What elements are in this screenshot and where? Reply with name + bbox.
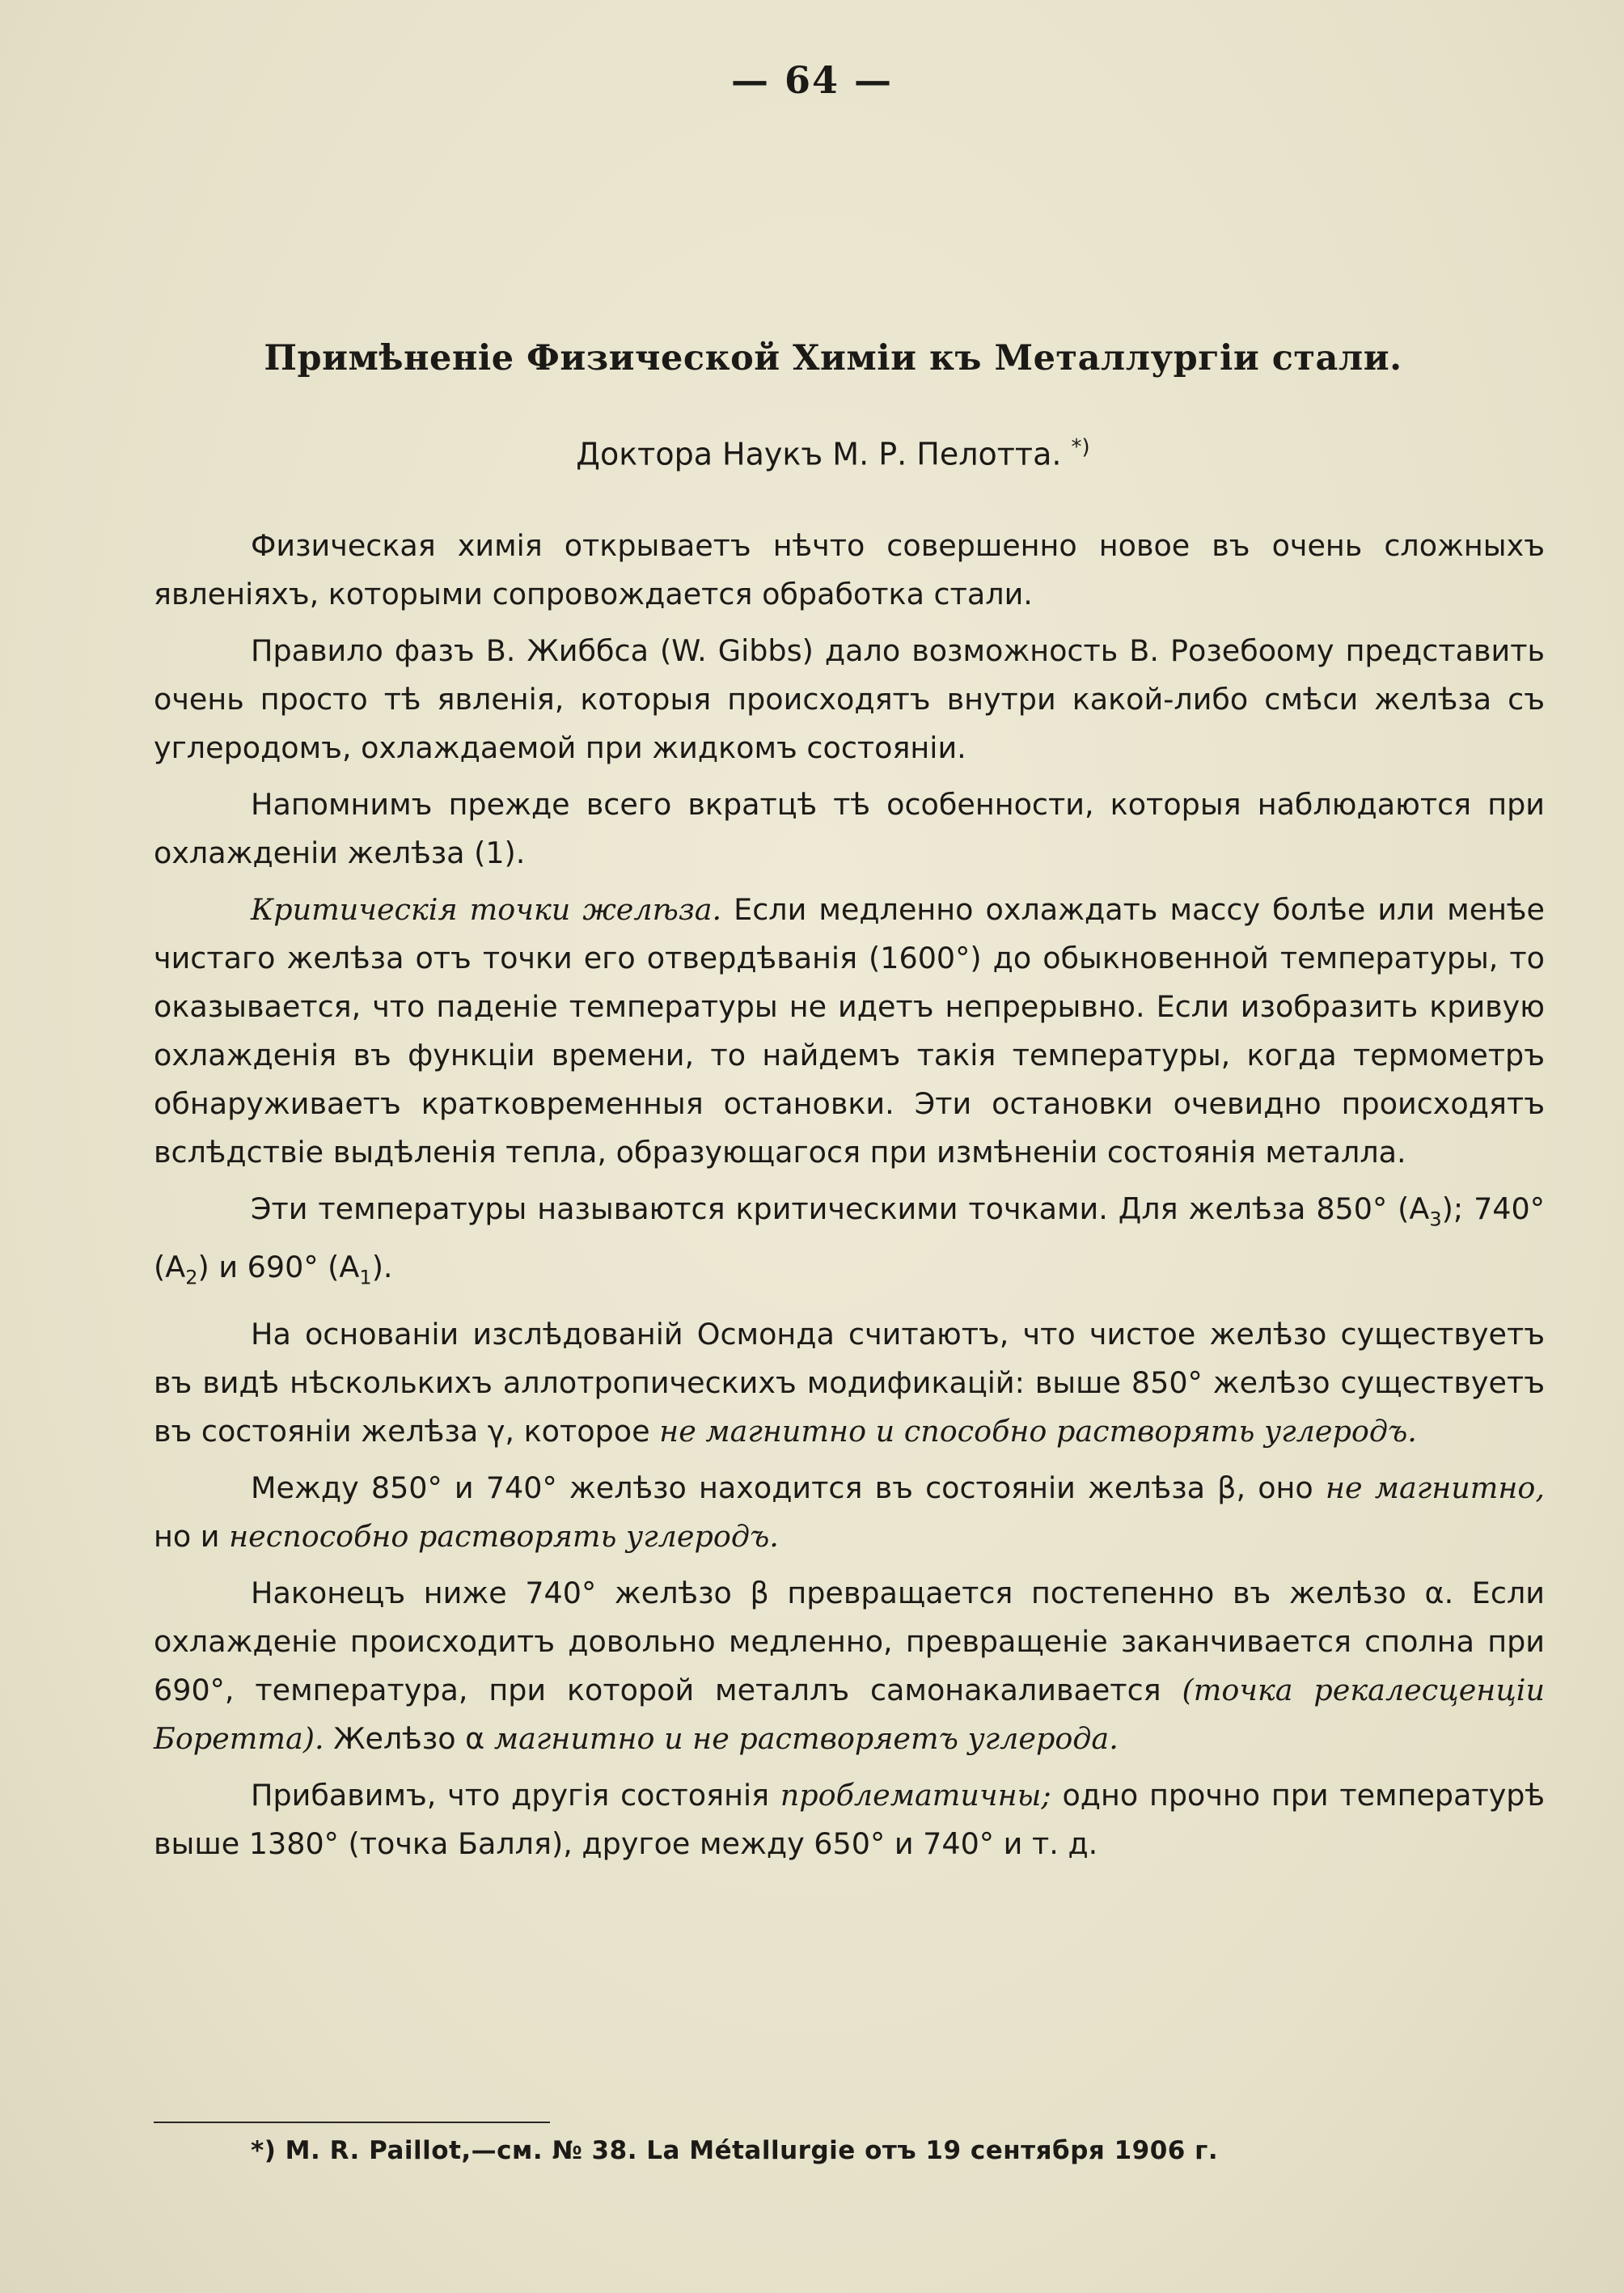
paragraph-7 xyxy=(154,1464,1545,1561)
paragraph-8 xyxy=(154,1569,1545,1763)
subscript-2: 2 xyxy=(185,1266,198,1289)
paragraph-8-text-a: Наконецъ ниже 740° желѣзо β превращается постепенно въ желѣзо α. Если охлажденіе происходитъ довольно медленно, превращеніе заканчивается сполна при 690°, температура, при которой металлъ самонакаливается xyxy=(154,1575,1545,1707)
page-number: — 64 — xyxy=(730,58,894,102)
paragraph-5 xyxy=(154,1185,1545,1302)
footnote: *) M. R. Paillot,—см. № 38. La Métallurgie отъ 19 сентября 1906 г. xyxy=(251,2136,1219,2165)
paragraph-2: Правило фазъ В. Жиббса (W. Gibbs) дало возможность В. Розебоому представить очень просто тѣ явленія, которыя происходятъ внутри какой-либо смѣси желѣза съ углеродомъ, охлаждаемой при жидкомъ состояніи. xyxy=(154,633,1545,765)
subscript-3: 3 xyxy=(1429,1208,1442,1231)
paragraph-4-text: Если медленно охлаждать массу болѣе или менѣе чистаго желѣза отъ точки его отвердѣванія (1600°) до обыкновенной температуры, то оказывается, что паденіе температуры не идетъ непрерывно. Если изобразить кривую охлажденія въ функціи времени, то найдемъ такія температуры, когда термометръ обнаруживаетъ кратковременныя остановки. Эти остановки очевидно происходятъ вслѣдствіе выдѣленія тепла, образующагося при измѣненіи состоянія металла. xyxy=(154,892,1545,1170)
paragraph-6 xyxy=(154,1310,1545,1456)
paragraph-9-text-b: одно прочно при температурѣ выше 1380° (точка Балля), другое между 650° и 740° и т. д. xyxy=(154,1777,1545,1861)
article-title: Примѣненіе Физической Химіи къ Металлургіи стали. xyxy=(264,338,1402,379)
paragraph-4 xyxy=(154,886,1545,1177)
paragraph-9-italic: проблематичны; xyxy=(780,1777,1051,1813)
paragraph-7-italic-1: не магнитно, xyxy=(1325,1470,1545,1505)
paragraph-3: Напомнимъ прежде всего вкратцѣ тѣ особенности, которыя наблюдаются при охлажденіи желѣза (1). xyxy=(154,787,1545,870)
paragraph-9 xyxy=(154,1771,1545,1868)
paragraph-8-italic-1: (точка рекалесценціи Боретта). xyxy=(154,1672,1545,1756)
paragraph-8-text-b: Желѣзо α xyxy=(324,1720,494,1756)
paragraph-7-italic-2: неспособно растворять углеродъ. xyxy=(229,1518,779,1554)
paragraph-7-text-b: но и xyxy=(154,1518,230,1554)
paragraph-5-text-b: ); 740° (A xyxy=(154,1191,1545,1285)
subscript-1: 1 xyxy=(359,1266,372,1289)
footnote-divider xyxy=(154,2122,550,2123)
article-body xyxy=(154,522,1545,1876)
author-name: Доктора Наукъ М. Р. Пелотта. xyxy=(576,436,1062,472)
paragraph-6-text: На основаніи изслѣдованій Осмонда считаютъ, что чистое желѣзо существуетъ въ видѣ нѣсколькихъ аллотропическихъ модификацій: выше 850° желѣзо существуетъ въ состояніи желѣза γ, которое xyxy=(154,1316,1545,1449)
paragraph-5-text-d: ). xyxy=(371,1250,393,1285)
paragraph-7-text-a: Между 850° и 740° желѣзо находится въ состояніи желѣза β, оно xyxy=(251,1470,1326,1505)
paragraph-1: Физическая химія открываетъ нѣчто совершенно новое въ очень сложныхъ явленіяхъ, которыми сопровождается обработка стали. xyxy=(154,528,1545,611)
paragraph-5-text-a: Эти температуры называются критическими точками. Для желѣза 850° (A xyxy=(251,1191,1430,1226)
paragraph-6-italic: не магнитно и способно растворять углеродъ. xyxy=(659,1413,1417,1449)
paragraph-8-italic-2: магнитно и не растворяетъ углерода. xyxy=(493,1720,1119,1756)
paragraph-9-text-a: Прибавимъ, что другія состоянія xyxy=(251,1777,780,1813)
article-author xyxy=(154,435,1512,472)
paragraph-5-text-c: ) и 690° (A xyxy=(197,1250,360,1285)
footnote-marker: *) xyxy=(1071,435,1090,459)
section-heading-critical-points: Критическія точки желѣза. xyxy=(251,892,722,927)
